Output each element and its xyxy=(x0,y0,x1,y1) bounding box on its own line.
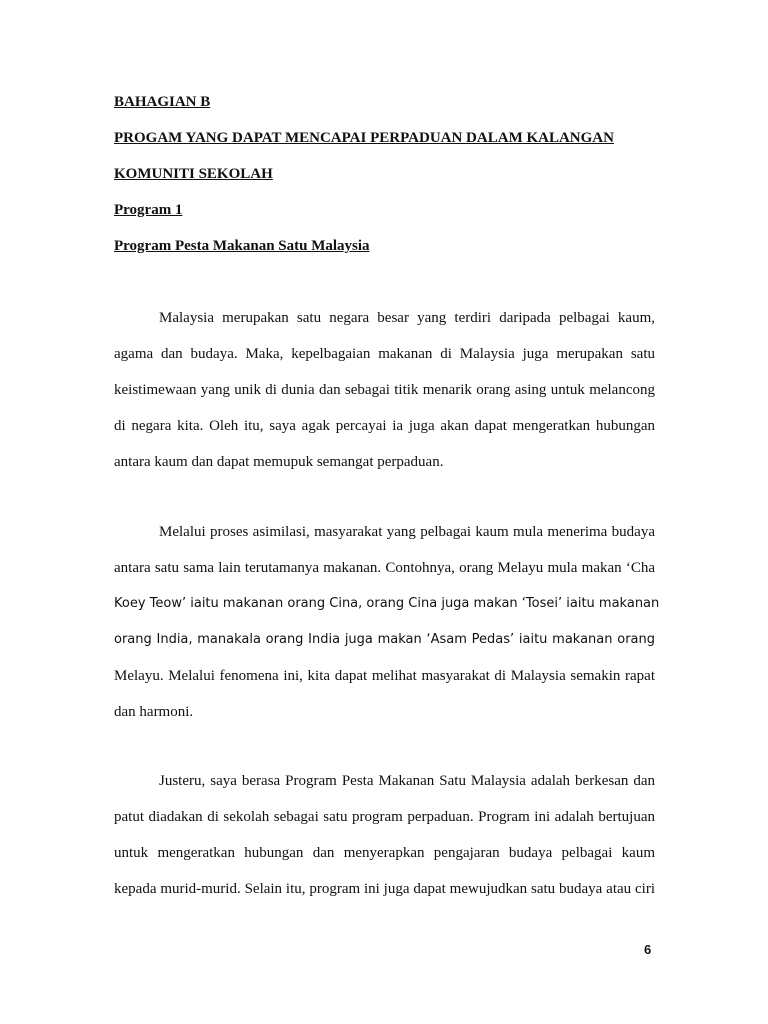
paragraph-line: Malaysia merupakan satu negara besar yang terdiri daripada pelbagai kaum, xyxy=(159,310,655,326)
paragraph-line: di negara kita. Oleh itu, saya agak percayai ia juga akan dapat mengeratkan hubungan xyxy=(114,418,655,434)
paragraph-line: orang India, manakala orang India juga makan ‘Asam Pedas’ iaitu makanan orang xyxy=(114,632,655,647)
paragraph-line: kepada murid-murid. Selain itu, program ini juga dapat mewujudkan satu budaya atau ciri xyxy=(114,881,655,897)
paragraph-2 xyxy=(114,521,660,737)
title-line-1: PROGAM YANG DAPAT MENCAPAI PERPADUAN DALAM KALANGAN xyxy=(114,130,614,146)
paragraph-line: Melalui proses asimilasi, masyarakat yang pelbagai kaum mula menerima budaya xyxy=(159,524,655,540)
paragraph-line: antara satu sama lain terutamanya makanan. Contohnya, orang Melayu mula makan ‘Cha xyxy=(114,560,655,576)
paragraph-line: keistimewaan yang unik di dunia dan sebagai titik menarik orang asing untuk melancong xyxy=(114,382,655,398)
paragraph-1 xyxy=(114,307,655,487)
paragraph-3 xyxy=(114,770,655,914)
title-line-2: KOMUNITI SEKOLAH xyxy=(114,166,273,182)
paragraph-line: Melayu. Melalui fenomena ini, kita dapat melihat masyarakat di Malaysia semakin rapat xyxy=(114,668,655,684)
paragraph-line: agama dan budaya. Maka, kepelbagaian makanan di Malaysia juga merupakan satu xyxy=(114,346,655,362)
page-number: 6 xyxy=(644,942,652,957)
paragraph-line: patut diadakan di sekolah sebagai satu program perpaduan. Program ini adalah bertujuan xyxy=(114,809,655,825)
program-name: Program Pesta Makanan Satu Malaysia xyxy=(114,238,370,254)
program-label: Program 1 xyxy=(114,202,183,218)
paragraph-line: Justeru, saya berasa Program Pesta Makanan Satu Malaysia adalah berkesan dan xyxy=(159,773,655,789)
paragraph-line: untuk mengeratkan hubungan dan menyerapkan pengajaran budaya pelbagai kaum xyxy=(114,845,655,861)
section-heading: BAHAGIAN B xyxy=(114,94,211,110)
paragraph-line: antara kaum dan dapat memupuk semangat perpaduan. xyxy=(114,454,444,470)
paragraph-line: Koey Teow’ iaitu makanan orang Cina, orang Cina juga makan ‘Tosei’ iaitu makanan xyxy=(114,596,660,611)
paragraph-line: dan harmoni. xyxy=(114,704,194,720)
